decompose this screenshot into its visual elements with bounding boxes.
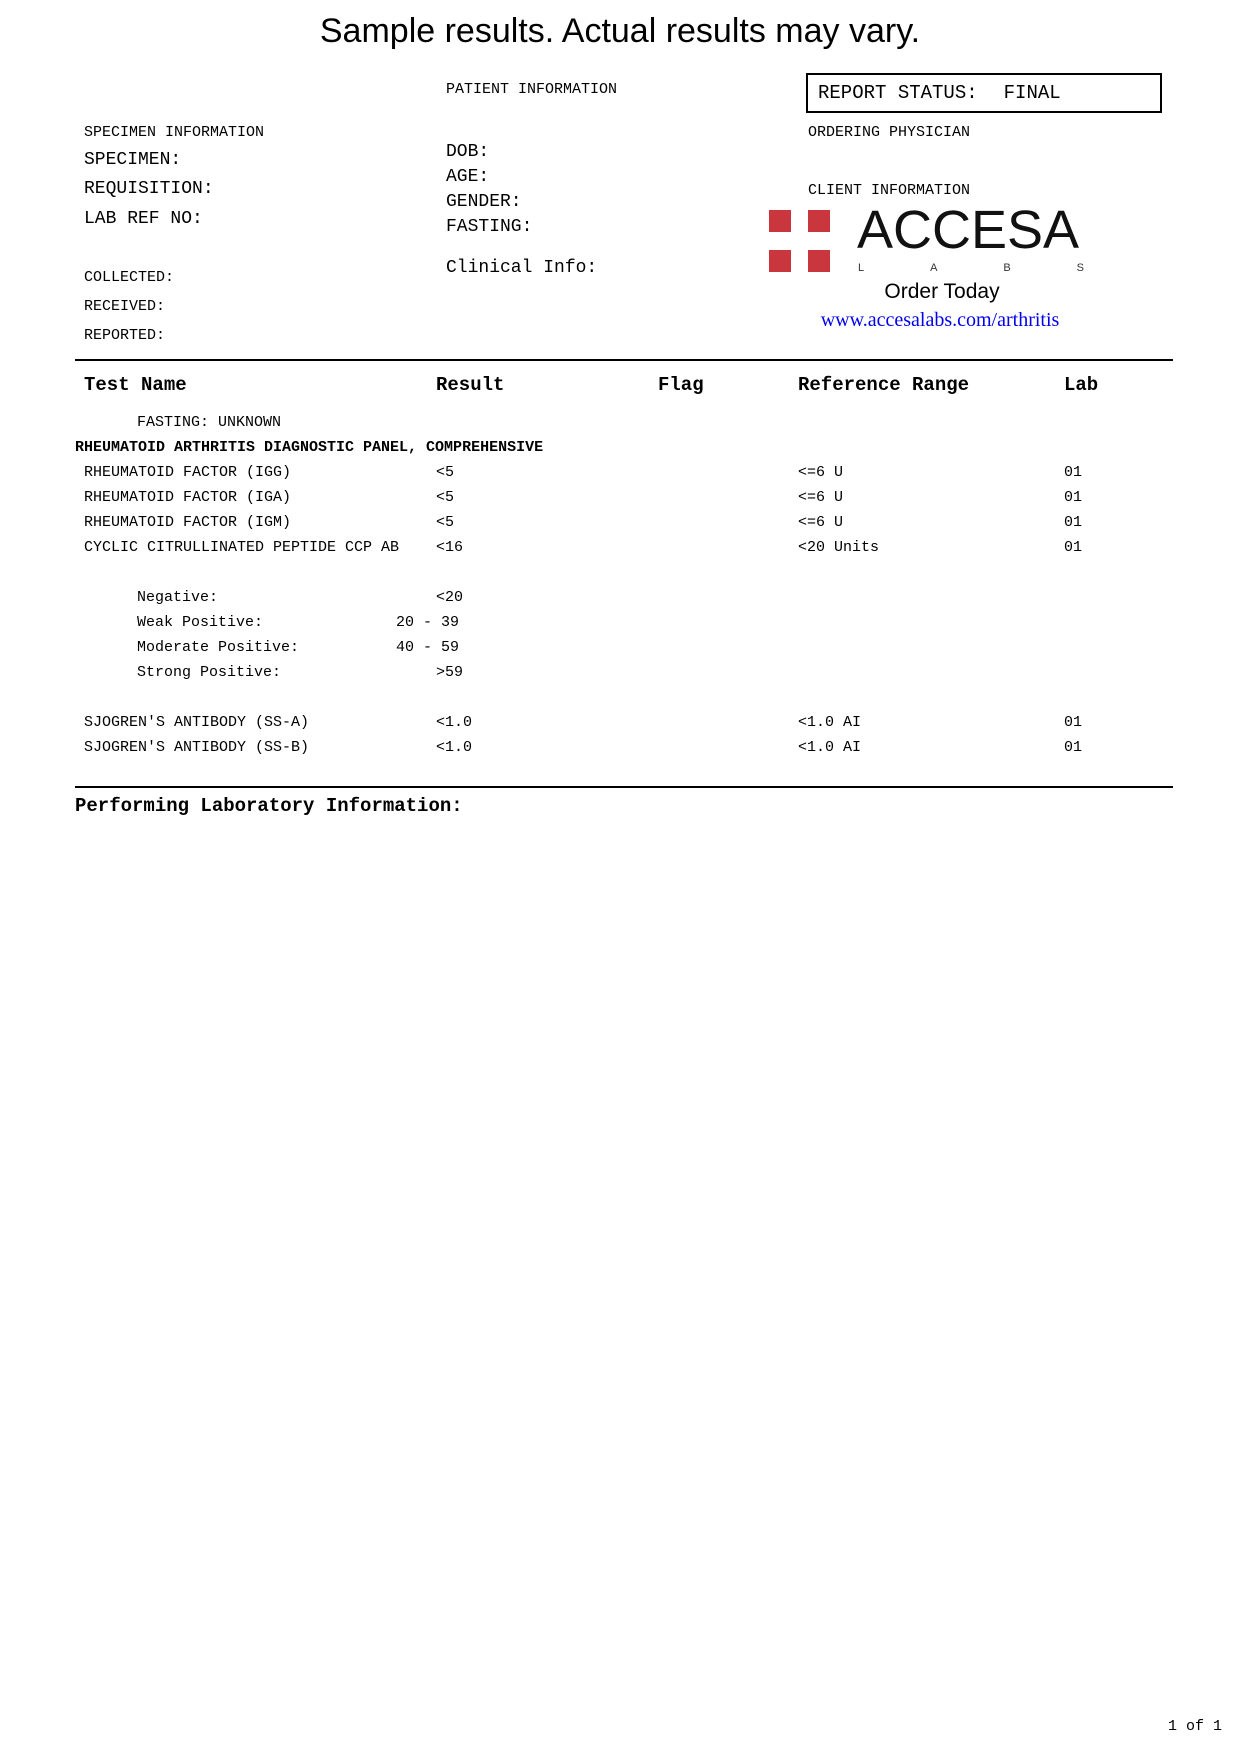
reference-range: <=6 U (798, 514, 844, 531)
interpretation-label: Moderate Positive: (137, 639, 300, 656)
lab-ref-label: LAB REF NO: (84, 209, 203, 229)
col-header-result: Result (436, 374, 505, 396)
report-status-box (806, 73, 1162, 113)
col-header-lab: Lab (1064, 374, 1099, 396)
lab-code: 01 (1064, 464, 1083, 481)
reference-range: <1.0 AI (798, 739, 862, 756)
test-result: <5 (436, 464, 455, 481)
logo-sub-letter: A (930, 262, 938, 274)
logo-sub-letter: L (858, 262, 865, 274)
clinical-info-label: Clinical Info: (446, 258, 598, 278)
header-divider (75, 359, 1173, 361)
test-name: RHEUMATOID FACTOR (IGG) (84, 464, 292, 481)
reference-range: <=6 U (798, 464, 844, 481)
interpretation-label: Weak Positive: (137, 614, 264, 631)
lab-code: 01 (1064, 714, 1083, 731)
interpretation-label: Strong Positive: (137, 664, 282, 681)
interpretation-value: >59 (436, 664, 464, 681)
requisition-label: REQUISITION: (84, 179, 214, 199)
test-name: SJOGREN'S ANTIBODY (SS-B) (84, 739, 310, 756)
lab-code: 01 (1064, 489, 1083, 506)
collected-label: COLLECTED: (84, 269, 175, 286)
test-name: SJOGREN'S ANTIBODY (SS-A) (84, 714, 310, 731)
test-name: CYCLIC CITRULLINATED PEPTIDE CCP AB (84, 539, 400, 556)
lab-code: 01 (1064, 539, 1083, 556)
reference-range: <1.0 AI (798, 714, 862, 731)
logo-square-4 (808, 250, 830, 272)
gender-label: GENDER: (446, 192, 522, 212)
dob-label: DOB: (446, 142, 490, 162)
patient-info-heading: PATIENT INFORMATION (446, 81, 618, 98)
interpretation-label: Negative: (137, 589, 219, 606)
results-divider (75, 786, 1173, 788)
order-today-text: Order Today (884, 280, 1000, 303)
test-name: RHEUMATOID FACTOR (IGA) (84, 489, 292, 506)
logo-sub (858, 262, 1084, 274)
interpretation-value: 20 - 39 (396, 614, 460, 631)
logo-square-1 (769, 210, 791, 232)
performing-lab-heading: Performing Laboratory Information: (75, 795, 463, 817)
logo-square-2 (808, 210, 830, 232)
test-name: RHEUMATOID FACTOR (IGM) (84, 514, 292, 531)
col-header-reference: Reference Range (798, 374, 970, 396)
page-number: 1 of 1 (1167, 1718, 1222, 1735)
test-result: <16 (436, 539, 464, 556)
received-label: RECEIVED: (84, 298, 166, 315)
test-result: <5 (436, 489, 455, 506)
age-label: AGE: (446, 167, 490, 187)
col-header-flag: Flag (658, 374, 704, 396)
logo-square-3 (769, 250, 791, 272)
interpretation-value: 40 - 59 (396, 639, 460, 656)
reported-label: REPORTED: (84, 327, 166, 344)
reference-range: <20 Units (798, 539, 880, 556)
specimen-info-heading: SPECIMEN INFORMATION (84, 124, 265, 141)
lab-code: 01 (1064, 739, 1083, 756)
test-result: <1.0 (436, 714, 473, 731)
col-header-test-name: Test Name (84, 374, 187, 396)
fasting-label: FASTING: (446, 217, 533, 237)
report-status-value: FINAL (1003, 82, 1061, 104)
test-result: <1.0 (436, 739, 473, 756)
client-info-heading: CLIENT INFORMATION (808, 182, 971, 199)
logo-sub-letter: S (1076, 262, 1084, 274)
fasting-status-line: FASTING: UNKNOWN (137, 414, 282, 431)
order-link[interactable]: www.accesalabs.com/arthritis (820, 309, 1060, 331)
specimen-label: SPECIMEN: (84, 150, 182, 170)
reference-range: <=6 U (798, 489, 844, 506)
ordering-physician-heading: ORDERING PHYSICIAN (808, 124, 971, 141)
logo-sub-letter: B (1003, 262, 1011, 274)
lab-code: 01 (1064, 514, 1083, 531)
sample-banner: Sample results. Actual results may vary. (319, 12, 921, 50)
panel-title: RHEUMATOID ARTHRITIS DIAGNOSTIC PANEL, COMPREHENSIVE (75, 439, 544, 456)
test-result: <5 (436, 514, 455, 531)
interpretation-value: <20 (436, 589, 464, 606)
report-status-label: REPORT STATUS: (818, 82, 978, 104)
logo-name: ACCESA (857, 200, 1080, 260)
